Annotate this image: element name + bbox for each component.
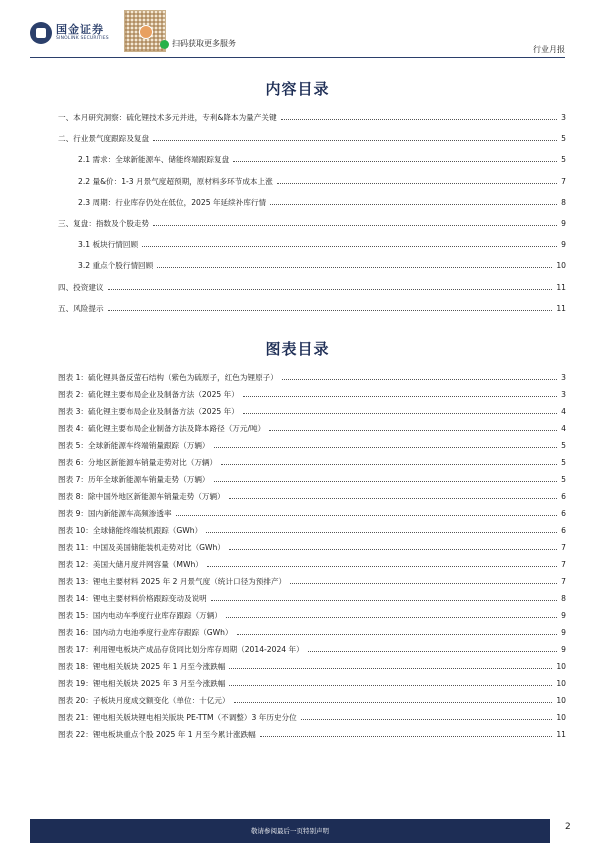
toc-entry-label: 五、风险提示 (58, 303, 104, 313)
toc-entry[interactable] (58, 303, 566, 317)
figure-entry-page-number: 9 (561, 645, 566, 654)
dot-leader (221, 464, 557, 465)
dot-leader (270, 204, 557, 205)
toc-entry-label: 四、投资建议 (58, 282, 104, 292)
figure-entry-label: 图表 6：分地区新能源车销量走势对比（万辆） (58, 458, 218, 467)
figure-entry[interactable] (58, 644, 566, 658)
toc-entry[interactable] (58, 260, 566, 274)
toc-entry[interactable] (58, 112, 566, 126)
figure-entry[interactable] (58, 491, 566, 505)
figure-entry-page-number: 10 (556, 696, 566, 705)
dot-leader (237, 634, 558, 635)
dot-leader (233, 161, 557, 162)
toc-entry-page-number: 10 (556, 261, 566, 271)
toc-entry-page-number: 11 (556, 303, 566, 313)
figure-entry-page-number: 6 (561, 492, 566, 501)
toc-entry-page-number: 5 (561, 155, 566, 165)
figures-title: 图表目录 (265, 340, 330, 358)
figure-entry[interactable] (58, 661, 566, 675)
figure-entry-page-number: 10 (556, 662, 566, 671)
figure-entry-label: 图表 10：全球储能终端装机跟踪（GWh） (58, 526, 203, 535)
figure-entry[interactable] (58, 440, 566, 454)
dot-leader (229, 685, 552, 686)
toc-entry-label: 二、行业景气度跟踪及复盘 (58, 134, 150, 144)
figure-entry-page-number: 6 (561, 509, 566, 518)
dot-leader (176, 515, 558, 516)
figure-entry[interactable] (58, 559, 566, 573)
figure-entry-page-number: 8 (561, 594, 566, 603)
figure-entry-label: 图表 4：硫化锂主要布局企业制备方法及降本路径（万元/吨） (58, 424, 266, 433)
figure-entry-page-number: 7 (561, 543, 566, 552)
dot-leader (308, 651, 557, 652)
figure-entry-page-number: 3 (561, 373, 566, 382)
figure-entry-label: 图表 13：锂电主要材料 2025 年 2 月景气度（统计口径为预排产） (58, 577, 287, 586)
figure-entry-page-number: 5 (561, 441, 566, 450)
figure-entry-label: 图表 9：国内新能源车高频渗透率 (58, 509, 172, 518)
figure-entry-page-number: 9 (561, 628, 566, 637)
report-type-label: 行业月报 (533, 45, 565, 54)
figure-entry-page-number: 10 (556, 713, 566, 722)
wechat-icon (160, 40, 169, 49)
figure-entry[interactable] (58, 712, 566, 726)
figure-entry[interactable] (58, 389, 566, 403)
figure-entry-label: 图表 15：国内电动车季度行业库存跟踪（万辆） (58, 611, 222, 620)
toc-entry-page-number: 3 (561, 113, 566, 122)
dot-leader (214, 447, 558, 448)
toc-entry-label: 三、复盘：指数及个股走势 (58, 219, 150, 228)
company-logo (30, 22, 109, 44)
qr-caption: 扫码获取更多服务 (172, 39, 236, 48)
toc-entry-label: 2.2 量&价：1-3 月景气度超预期，原材料多环节成本上涨 (78, 176, 273, 186)
figure-entry-label: 图表 18：锂电相关版块 2025 年 1 月至今涨跌幅 (58, 662, 226, 671)
figure-entry[interactable] (58, 542, 566, 556)
dot-leader (229, 549, 557, 550)
toc-entry-page-number: 7 (561, 176, 566, 186)
figure-entry[interactable] (58, 474, 566, 488)
figure-entry-label: 图表 2：硫化锂主要布局企业及制备方法（2025 年） (58, 390, 239, 399)
dot-leader (277, 183, 557, 184)
figure-entry[interactable] (58, 695, 566, 709)
figure-entry[interactable] (58, 423, 566, 437)
figure-entry-label: 图表 12：美国大储月度并网容量（MWh） (58, 560, 203, 569)
figure-entry-page-number: 5 (561, 458, 566, 467)
figure-entry[interactable] (58, 627, 566, 641)
page-header (0, 0, 595, 64)
dot-leader (243, 413, 557, 414)
figure-entry-page-number: 9 (561, 611, 566, 620)
header-divider (30, 57, 565, 58)
dot-leader (153, 140, 557, 141)
toc-entry-label: 2.1 需求：全球新能源车、储能终端跟踪复盘 (78, 155, 230, 165)
figure-entry[interactable] (58, 610, 566, 624)
dot-leader (229, 668, 552, 669)
page-number: 2 (565, 822, 571, 832)
dot-leader (281, 119, 558, 120)
figure-entry-label: 图表 19：锂电相关版块 2025 年 3 月至今涨跌幅 (58, 679, 226, 688)
dot-leader (206, 532, 557, 533)
toc-entry-label: 3.1 板块行情回顾 (78, 240, 139, 250)
toc-entry-page-number: 9 (561, 240, 566, 250)
toc-entry-page-number: 9 (561, 219, 566, 228)
toc-entry[interactable] (58, 176, 566, 190)
figure-entry-label: 图表 5：全球新能源车终端销量跟踪（万辆） (58, 441, 210, 450)
dot-leader (108, 289, 553, 290)
figure-entry-label: 图表 17：利用锂电板块产成品存货同比划分库存周期（2014-2024 年） (58, 645, 304, 654)
figure-entry-page-number: 7 (561, 577, 566, 586)
figure-entry-label: 图表 22：锂电板块重点个股 2025 年 1 月至今累计涨跌幅 (58, 730, 256, 739)
toc-entry[interactable] (58, 282, 566, 296)
figure-entry-page-number: 4 (561, 407, 566, 416)
toc-entry[interactable] (58, 154, 566, 168)
dot-leader (153, 225, 557, 226)
footer-disclaimer: 敬请参阅最后一页特别声明 (251, 827, 329, 835)
dot-leader (269, 430, 557, 431)
toc-title: 内容目录 (265, 80, 330, 98)
dot-leader (142, 246, 557, 247)
logo-chinese-name: 国金证券 (56, 23, 104, 36)
qr-center-avatar (139, 25, 153, 39)
figure-entry-label: 图表 11：中国及美国储能装机走势对比（GWh） (58, 543, 225, 552)
figure-entry-page-number: 3 (561, 390, 566, 399)
figure-entry[interactable] (58, 457, 566, 471)
dot-leader (290, 583, 557, 584)
dot-leader (260, 736, 553, 737)
figure-entry[interactable] (58, 729, 566, 743)
company-logo-icon (30, 22, 52, 44)
toc-entry[interactable] (58, 133, 566, 147)
toc-entry-page-number: 5 (561, 134, 566, 144)
dot-leader (214, 481, 558, 482)
figure-entry-label: 图表 3：硫化锂主要布局企业及制备方法（2025 年） (58, 407, 239, 416)
dot-leader (108, 310, 553, 311)
dot-leader (211, 600, 557, 601)
logo-english-name: SINOLINK SECURITIES (56, 36, 109, 41)
figure-entry-label: 图表 20：子板块月度成交额变化（单位：十亿元） (58, 696, 230, 705)
logo-text (56, 24, 109, 42)
figure-entry-label: 图表 8：除中国外地区新能源车销量走势（万辆） (58, 492, 225, 501)
figure-entry[interactable] (58, 406, 566, 420)
figure-entry-label: 图表 14：锂电主要材料价格跟踪变动及说明 (58, 594, 207, 603)
figure-entry[interactable] (58, 372, 566, 386)
figure-entry-page-number: 6 (561, 526, 566, 535)
figure-entry-label: 图表 7：历年全球新能源车销量走势（万辆） (58, 475, 210, 484)
toc-entry-page-number: 11 (556, 282, 566, 292)
figure-entry[interactable] (58, 678, 566, 692)
figure-entry-label: 图表 21：锂电相关版块锂电相关版块 PE-TTM（不调整）3 年历史分位 (58, 713, 297, 722)
dot-leader (301, 719, 553, 720)
dot-leader (207, 566, 557, 567)
toc-entry-label: 一、本月研究洞察：硫化锂技术多元并进，专利&降本为量产关键 (58, 113, 277, 122)
toc-entry-label: 2.3 周期：行业库存仍处在低位，2025 年延续补库行情 (78, 197, 267, 207)
figure-entry-page-number: 5 (561, 475, 566, 484)
dot-leader (243, 396, 557, 397)
figure-entry[interactable] (58, 593, 566, 607)
toc-entry-label: 3.2 重点个股行情回顾 (78, 261, 154, 271)
figure-entry-page-number: 11 (556, 730, 566, 739)
dot-leader (157, 267, 552, 268)
dot-leader (226, 617, 557, 618)
figure-entry[interactable] (58, 508, 566, 522)
toc-entry-page-number: 8 (561, 197, 566, 207)
figure-entry-page-number: 10 (556, 679, 566, 688)
figure-entry[interactable] (58, 525, 566, 539)
figure-entry[interactable] (58, 576, 566, 590)
figure-entry-label: 图表 1：硫化锂具备反萤石结构（紫色为硫原子，红色为锂原子） (58, 373, 278, 382)
dot-leader (229, 498, 557, 499)
toc-entry[interactable] (58, 197, 566, 211)
dot-leader (282, 379, 557, 380)
footer-bar (30, 819, 550, 843)
toc-entry[interactable] (58, 218, 566, 232)
figure-entry-page-number: 7 (561, 560, 566, 569)
toc-entry[interactable] (58, 239, 566, 253)
figure-entry-label: 图表 16：国内动力电池季度行业库存跟踪（GWh） (58, 628, 233, 637)
figure-entry-page-number: 4 (561, 424, 566, 433)
dot-leader (234, 702, 553, 703)
